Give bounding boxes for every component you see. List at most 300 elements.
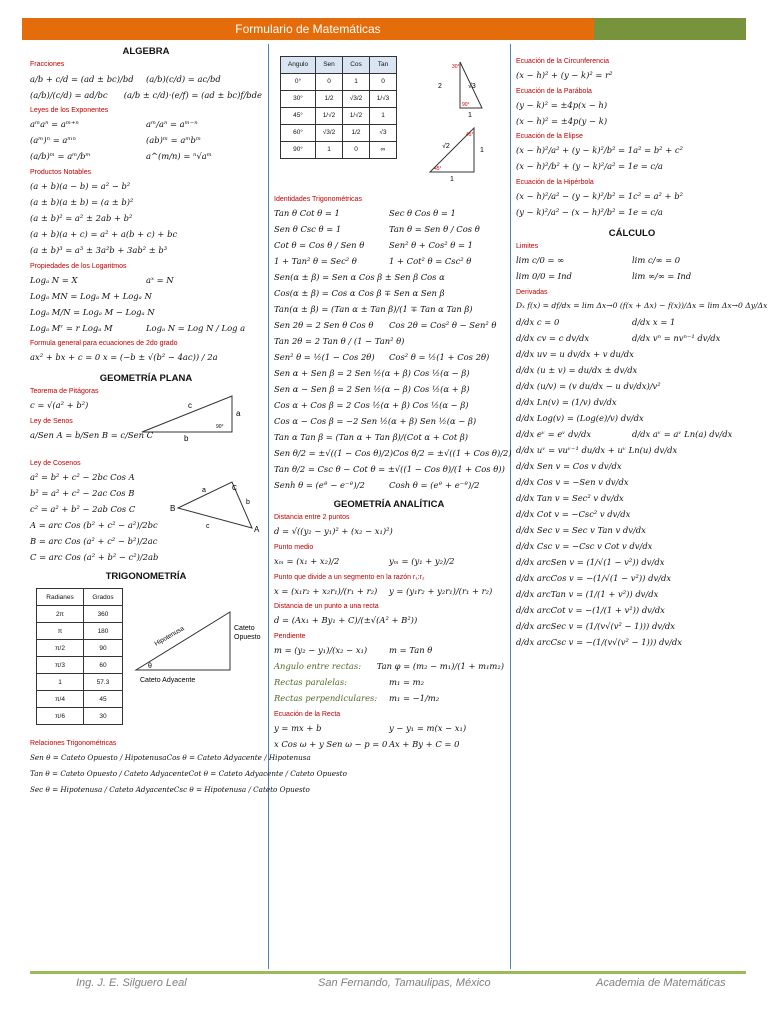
ratio-y: y = (y₁r₂ + y₂r₁)/(r₁ + r₂) bbox=[389, 585, 493, 596]
formula: Logₐ M/N = Logₐ M − Logₐ N bbox=[30, 306, 155, 317]
table-row bbox=[281, 125, 397, 142]
formula: y − y₁ = m(x − x₁) bbox=[389, 722, 467, 733]
table-cell: 45 bbox=[84, 691, 123, 708]
triangle-45-diagram bbox=[420, 120, 500, 184]
formula: Ax + By + C = 0 bbox=[389, 738, 460, 749]
formula-row bbox=[30, 149, 262, 165]
formula: a/b + c/d = (ad ± bc)/bd bbox=[30, 73, 134, 84]
section-title-geometria-analitica: GEOMETRÍA ANALÍTICA bbox=[333, 498, 445, 510]
formula: Cos(α ± β) = Cos α Cos β ∓ Sen α Sen β bbox=[274, 288, 445, 299]
formula-row bbox=[516, 331, 748, 347]
table-row bbox=[281, 91, 397, 108]
tri30-right: 90° bbox=[462, 102, 470, 108]
triangle-side-a: a bbox=[236, 409, 241, 419]
formula-row bbox=[516, 189, 748, 205]
formula: e = c/a bbox=[633, 161, 663, 172]
column-trig-analytic bbox=[274, 44, 512, 752]
table-cell: 360 bbox=[84, 606, 123, 623]
formula: d/dx Log(v) = (Log(e)/v) dv/dx bbox=[516, 412, 644, 423]
table-cell: 45° bbox=[281, 108, 316, 125]
table-cell: π/3 bbox=[37, 657, 84, 674]
formula: (a + b)(a − b) = a² − b² bbox=[30, 180, 131, 191]
subheading-relaciones: Relaciones Trigonométricas bbox=[30, 740, 117, 748]
perpendicular-formula: m₁ = −1/m₂ bbox=[389, 692, 440, 703]
page-title: Formulario de Matemáticas bbox=[22, 18, 594, 40]
ratio-x: x = (x₁r₂ + x₂r₁)/(r₁ + r₂) bbox=[274, 585, 378, 596]
formula: a² = b² + c² − 2bc Cos A bbox=[30, 472, 135, 483]
tri45-base: 1 bbox=[450, 176, 454, 183]
formula: (a/b ± c/d)·(e/f) = (ad ± bc)f/bde bbox=[123, 89, 262, 100]
table-cell: 60 bbox=[84, 657, 123, 674]
formula-row bbox=[30, 766, 347, 782]
title-bar-accent bbox=[594, 18, 746, 40]
section-title-trigonometria: TRIGONOMETRÍA bbox=[105, 571, 187, 582]
formula: Cos² θ = ½(1 + Cos 2θ) bbox=[389, 352, 490, 363]
formula: lim c/∞ = 0 bbox=[632, 255, 681, 266]
table-row bbox=[37, 623, 123, 640]
opposite-label-2: Opuesto bbox=[234, 634, 261, 642]
notable-product-formulas bbox=[30, 179, 262, 259]
table-cell: π/6 bbox=[37, 708, 84, 725]
identity-formulas-1 bbox=[274, 206, 504, 270]
ellipse-formulas bbox=[516, 143, 748, 175]
formula-row bbox=[516, 159, 748, 175]
formula-row bbox=[274, 720, 504, 736]
formula: d/dx arcCsc v = −(1/(v√(v² − 1))) dv/dx bbox=[516, 636, 683, 647]
line-equation-formulas bbox=[274, 720, 504, 752]
formula: 1 + Tan² θ = Sec² θ bbox=[274, 256, 357, 267]
right-triangle-diagram bbox=[134, 388, 244, 444]
formula-row bbox=[30, 272, 262, 288]
pythagoras-block bbox=[30, 388, 262, 456]
pythagoras-formula: c = √(a² + b²) bbox=[30, 400, 89, 411]
table-cell: √3 bbox=[370, 125, 397, 142]
table-cell: π bbox=[37, 623, 84, 640]
formula-row bbox=[274, 206, 504, 222]
subheading-razon: Punto que divide a un segmento en la razón r₁:r₂ bbox=[274, 573, 425, 581]
table-cell: √3/2 bbox=[343, 91, 370, 108]
fraction-formulas bbox=[30, 71, 262, 103]
radians-table bbox=[36, 588, 123, 725]
formula: Sen 2θ = 2 Sen θ Cos θ bbox=[274, 320, 374, 331]
table-cell: 60° bbox=[281, 125, 316, 142]
slope-formulas bbox=[274, 643, 504, 659]
table-cell: 1/√3 bbox=[370, 91, 397, 108]
limit-formulas bbox=[516, 253, 748, 285]
formula-row bbox=[274, 222, 504, 238]
formula-row bbox=[516, 205, 748, 221]
subheading-limites: Limites bbox=[516, 243, 539, 251]
exponent-formulas bbox=[30, 117, 262, 165]
formula: d/dx cv = c dv/dx bbox=[516, 332, 590, 343]
table-row bbox=[37, 657, 123, 674]
formula-row bbox=[30, 288, 262, 304]
formula: Cot θ = Cos θ / Sen θ bbox=[274, 240, 365, 251]
formula: Cosh θ = (eᶿ + e⁻ᶿ)/2 bbox=[389, 480, 480, 491]
parallel-formula: m₁ = m₂ bbox=[389, 676, 424, 687]
formula: Logₐ MN = Logₐ M + Logₐ N bbox=[30, 290, 152, 301]
formula: (x − h)²/b² + (y − k)²/a² = 1 bbox=[516, 161, 634, 172]
formula: d/dx x = 1 bbox=[632, 316, 676, 327]
formula-row bbox=[516, 143, 748, 159]
formula-row bbox=[30, 87, 262, 103]
tri30-hyp: 2 bbox=[438, 83, 442, 90]
subheading-derivadas: Derivadas bbox=[516, 288, 548, 296]
formula: d/dx c = 0 bbox=[516, 316, 560, 327]
formula: d/dx uv = u dv/dx + v du/dx bbox=[516, 348, 634, 359]
formula: lim 0/0 = Ind bbox=[516, 271, 572, 282]
formula: Tan α Tan β = (Tan α + Tan β)/(Cot α + Cot β) bbox=[274, 432, 468, 443]
formula: (x − h)² = ±4p(y − k) bbox=[516, 115, 608, 126]
quadratic-formula: ax² + bx + c = 0 x = (−b ± √(b² − 4ac)) / 2a bbox=[30, 352, 218, 363]
formula: aˣ = N bbox=[146, 274, 174, 285]
table-cell: 1/2 bbox=[343, 125, 370, 142]
formula-row bbox=[274, 334, 504, 350]
table-cell: π/4 bbox=[37, 691, 84, 708]
formula: (x − h)²/a² − (y − k)²/b² = 1 bbox=[516, 191, 634, 202]
angle-label: Angulo entre rectas: bbox=[274, 660, 362, 671]
subheading-circunferencia: Ecuación de la Circunferencia bbox=[516, 58, 609, 65]
formula: Sec θ Cos θ = 1 bbox=[389, 208, 456, 219]
formula: Tan θ/2 = Csc θ − Cot θ = ±√((1 − Cos θ)/(1 + Cos θ)) bbox=[274, 464, 505, 475]
formula: Cos α + Cos β = 2 Cos ½(α + β) Cos ½(α − β) bbox=[274, 400, 469, 411]
table-cell: π/2 bbox=[37, 640, 84, 657]
formula: Tan θ = Sen θ / Cos θ bbox=[389, 224, 480, 235]
formula: (y − k)²/a² − (x − h)²/b² = 1 bbox=[516, 207, 634, 218]
formula: d/dx Cos v = −Sen v dv/dx bbox=[516, 476, 629, 487]
formula: d/dx Cot v = −Csc² v dv/dx bbox=[516, 508, 631, 519]
formula-row bbox=[30, 133, 262, 149]
formula: Sen θ/2 = ±√((1 − Cos θ)/2) bbox=[274, 448, 393, 459]
formula: c² = a² + b² bbox=[633, 191, 683, 202]
tri30-vertical: √3 bbox=[468, 83, 476, 90]
derivative-exp-a: d/dx aᵛ = aᵛ Ln(a) dv/dx bbox=[632, 428, 733, 439]
hyperbola-formulas bbox=[516, 189, 748, 221]
table-cell: 0 bbox=[316, 74, 343, 91]
formula: lim ∞/∞ = Ind bbox=[632, 271, 692, 282]
footer-location: San Fernando, Tamaulipas, México bbox=[318, 977, 491, 989]
footer-author: Ing. J. E. Silguero Leal bbox=[76, 977, 187, 989]
tri45-hyp: √2 bbox=[442, 143, 450, 150]
triangle-side-b: b bbox=[184, 434, 189, 444]
hypotenuse-label: Hipotenusa bbox=[153, 625, 186, 649]
derivative-definition: Dₓ f(x) = df/dx = lim Δx→0 (f(x + Δx) − f(x))/Δx = lim Δx→0 Δy/Δx bbox=[516, 301, 768, 311]
subheading-hiperbola: Ecuación de la Hipérbola bbox=[516, 179, 594, 187]
formula bbox=[152, 288, 262, 304]
section-title-geometria-plana: GEOMETRÍA PLANA bbox=[99, 372, 193, 384]
formula: y = mx + b bbox=[274, 722, 322, 733]
formula: Sen θ Csc θ = 1 bbox=[274, 224, 342, 235]
formula bbox=[404, 334, 504, 350]
table-cell: √3/2 bbox=[316, 125, 343, 142]
perpendicular-label: Rectas perpendiculares: bbox=[274, 692, 378, 703]
triangle-right-angle: 90° bbox=[216, 424, 224, 431]
formula: d/dx Sec v = Sec v Tan v dv/dx bbox=[516, 524, 646, 535]
identity-formulas-5 bbox=[274, 446, 512, 494]
formula: d/dx arcTan v = (1/(1 + v²)) dv/dx bbox=[516, 588, 659, 599]
cos-header: Cos bbox=[343, 57, 370, 74]
formula: (x − h)²/a² + (y − k)²/b² = 1 bbox=[516, 145, 634, 156]
subheading-productos-notables: Productos Notables bbox=[30, 168, 92, 176]
subheading-ley-senos: Ley de Senos bbox=[30, 418, 73, 425]
formula-row bbox=[274, 350, 504, 366]
formula-row bbox=[274, 238, 504, 254]
table-row bbox=[281, 74, 397, 91]
section-title-algebra: ALGEBRA bbox=[122, 46, 170, 57]
formula: (y − k)² = ±4p(x − h) bbox=[516, 99, 608, 110]
formula: d/dx arcSen v = (1/√(1 − v²)) dv/dx bbox=[516, 556, 665, 567]
formula: aᵐ/aⁿ = aᵐ⁻ⁿ bbox=[146, 119, 198, 130]
tan-header: Tan bbox=[370, 57, 397, 74]
derivative-formulas-1 bbox=[516, 315, 748, 347]
law-of-cosines-block bbox=[30, 470, 262, 566]
formula: lim c/0 = ∞ bbox=[516, 255, 565, 266]
table-row bbox=[281, 142, 397, 159]
formula: d/dx Csc v = −Csc v Cot v dv/dx bbox=[516, 540, 653, 551]
formula: Cot θ = Cateto Adyacente / Cateto Opuesto bbox=[188, 769, 347, 779]
law-of-sines-formula: a/Sen A = b/Sen B = c/Sen C bbox=[30, 430, 154, 441]
table-cell: 0 bbox=[343, 142, 370, 159]
tri30-base: 1 bbox=[468, 112, 472, 119]
table-cell: 57.3 bbox=[84, 674, 123, 691]
tri45-angle-top: 45° bbox=[466, 132, 474, 138]
vertex-b: B bbox=[170, 504, 176, 513]
side-b-label: b bbox=[246, 499, 250, 506]
section-title-calculo: CÁLCULO bbox=[608, 227, 656, 239]
subheading-elipse: Ecuación de la Elipse bbox=[516, 133, 583, 141]
subheading-distancia: Distancia entre 2 puntos bbox=[274, 514, 350, 522]
formula-row bbox=[274, 478, 504, 494]
formula-row bbox=[30, 117, 262, 133]
adjacent-label: Cateto Adyacente bbox=[140, 677, 196, 685]
oblique-triangle-diagram bbox=[170, 478, 260, 538]
formula: Cos α − Cos β = −2 Sen ½(α + β) Sen ½(α − β) bbox=[274, 416, 477, 427]
formula-row bbox=[274, 318, 504, 334]
table-cell: 1 bbox=[316, 142, 343, 159]
formula: (a ± b)(a ± b) = (a ± b)² bbox=[30, 196, 134, 207]
formula-row bbox=[516, 253, 748, 269]
table-cell: ∞ bbox=[370, 142, 397, 159]
formula: d/dx arcCot v = −(1/(1 + v²)) dv/dx bbox=[516, 604, 665, 615]
tri30-angle: 30° bbox=[452, 64, 460, 70]
identity-formulas-4 bbox=[274, 366, 504, 446]
trig-values-body bbox=[281, 74, 397, 159]
angle-header: Angulo bbox=[281, 57, 316, 74]
formula: a^(m/n) = ⁿ√aᵐ bbox=[146, 151, 212, 162]
side-a-label: a bbox=[202, 487, 206, 494]
subheading-formula-general: Formula general para ecuaciones de 2do grado bbox=[30, 340, 178, 348]
table-cell: 0° bbox=[281, 74, 316, 91]
formula: Csc θ = Hipotenusa / Cateto Opuesto bbox=[173, 785, 310, 795]
formula: Sec θ = Hipotenusa / Cateto Adyacente bbox=[30, 785, 174, 795]
formula: (a/b)/(c/d) = ad/bc bbox=[30, 89, 108, 100]
parabola-formulas bbox=[516, 97, 748, 129]
formula: c² = a² + b² − 2ab Cos C bbox=[30, 504, 136, 515]
formula: Tan 2θ = 2 Tan θ / (1 − Tan² θ) bbox=[274, 336, 405, 347]
formula: A = arc Cos (b² + c² − a²)/2bc bbox=[30, 520, 158, 531]
formula: d/dx Tan v = Sec² v dv/dx bbox=[516, 492, 624, 503]
table-cell: 180 bbox=[84, 623, 123, 640]
formula: Sen α − Sen β = 2 Sen ½(α − β) Cos ½(α + β) bbox=[274, 384, 470, 395]
formula: Logₐ N = Log N / Log a bbox=[146, 322, 246, 333]
formula: Sen α + Sen β = 2 Sen ½(α + β) Cos ½(α − β) bbox=[274, 368, 470, 379]
formula: (a/b)(c/d) = ac/bd bbox=[146, 73, 221, 84]
derivative-exp-e: d/dx eᵛ = eᵛ dv/dx bbox=[516, 428, 592, 439]
formula: (a + b)(a + c) = a² + a(b + c) + bc bbox=[30, 228, 178, 239]
midpoint-formulas bbox=[274, 554, 504, 570]
table-cell: 30° bbox=[281, 91, 316, 108]
formula: Cos θ/2 = ±√((1 + Cos θ)/2) bbox=[392, 448, 512, 459]
derivative-formulas-3 bbox=[516, 443, 748, 651]
perpendicular-lines bbox=[274, 691, 504, 707]
formula: (aᵐ)ⁿ = aᵐⁿ bbox=[30, 135, 76, 146]
parallel-lines bbox=[274, 675, 504, 691]
formula: Tan θ = Cateto Opuesto / Cateto Adyacente bbox=[30, 769, 189, 779]
table-cell: 1 bbox=[37, 674, 84, 691]
point-line-distance-formula: d = (Ax₁ + By₁ + C)/(±√(A² + B²)) bbox=[274, 615, 418, 626]
formula: Tan θ Cot θ = 1 bbox=[274, 208, 340, 219]
formula-row bbox=[274, 446, 512, 462]
derivative-formulas-2 bbox=[516, 347, 748, 427]
parallel-label: Rectas paralelas: bbox=[274, 676, 348, 687]
subheading-pitagoras: Teorema de Pitágoras bbox=[30, 388, 99, 396]
formula: Cos θ = Cateto Adyacente / Hipotenusa bbox=[166, 753, 311, 763]
formula: B = arc Cos (a² + c² − b²)/2ac bbox=[30, 536, 158, 547]
formula: Sen(α ± β) = Sen α Cos β ± Sen β Cos α bbox=[274, 272, 445, 283]
distance-formula: d = √((y₂ − y₁)² + (x₂ − x₁)²) bbox=[274, 526, 393, 537]
formula: e = c/a bbox=[633, 207, 663, 218]
formula: b² = a² + c² − 2ac Cos B bbox=[30, 488, 135, 499]
formula-row bbox=[274, 462, 504, 478]
formula: (a ± b)³ = a³ ± 3a²b + 3ab² ± b³ bbox=[30, 244, 168, 255]
formula: Logₐ N = X bbox=[30, 274, 78, 285]
formula: 1 + Cot² θ = Csc² θ bbox=[389, 256, 472, 267]
subheading-punto-medio: Punto medio bbox=[274, 543, 314, 551]
formula: aᵐaⁿ = aᵐ⁺ⁿ bbox=[30, 119, 79, 130]
formula: (a ± b)² = a² ± 2ab + b² bbox=[30, 212, 133, 223]
subheading-distancia-recta: Distancia de un punto a una recta bbox=[274, 603, 379, 611]
formula: Cos 2θ = Cos² θ − Sen² θ bbox=[389, 320, 497, 331]
table-row bbox=[281, 108, 397, 125]
circle-formula: (x − h)² + (y − k)² = r² bbox=[516, 70, 613, 81]
table-cell: 90 bbox=[84, 640, 123, 657]
slope-1: m = (y₂ − y₁)/(x₂ − x₁) bbox=[274, 644, 368, 655]
identity-formulas-2 bbox=[274, 270, 504, 318]
formula-row bbox=[30, 71, 262, 87]
subheading-parabola: Ecuación de la Parábola bbox=[516, 87, 592, 95]
triangle-30-60-diagram bbox=[416, 56, 496, 120]
formula: Sen² θ + Cos² θ = 1 bbox=[389, 240, 473, 251]
trig-values-table bbox=[280, 56, 397, 159]
formula-row bbox=[30, 782, 310, 798]
column-conics-calculus bbox=[516, 44, 768, 651]
slope-2: m = Tan θ bbox=[389, 644, 433, 655]
formula: d/dx (u ± v) = du/dx ± dv/dx bbox=[516, 364, 638, 375]
degrees-header: Grados bbox=[84, 589, 123, 606]
formula: (ab)ᵐ = aᵐbᵐ bbox=[146, 135, 201, 146]
tri45-vertical: 1 bbox=[480, 147, 484, 154]
formula-row bbox=[274, 254, 504, 270]
formula-row bbox=[274, 736, 504, 752]
angle-between-lines bbox=[274, 659, 504, 675]
formula: d/dx arcCos v = −(1/√(1 − v²)) dv/dx bbox=[516, 572, 672, 583]
formula: d/dx vⁿ = nvⁿ⁻¹ dv/dx bbox=[632, 332, 721, 343]
formula: x Cos ω + y Sen ω − p = 0 bbox=[274, 738, 388, 749]
table-cell: 90° bbox=[281, 142, 316, 159]
formula: C = arc Cos (a² + b² − c²)/2ab bbox=[30, 552, 159, 563]
ratio-formulas bbox=[274, 583, 504, 599]
formula-row bbox=[516, 315, 748, 331]
formula: d/dx arcSec v = (1/(v√(v² − 1))) dv/dx bbox=[516, 620, 675, 631]
subheading-exponentes: Leyes de los Exponentes bbox=[30, 107, 109, 115]
formula: a² = b² + c² bbox=[633, 145, 683, 156]
subheading-identidades: Identidades Trigonométricas bbox=[274, 196, 362, 203]
radians-header: Radianes bbox=[37, 589, 84, 606]
radians-table-body bbox=[37, 606, 123, 725]
formula: Tan(α ± β) = (Tan α ± Tan β)/(1 ∓ Tan α Tan β) bbox=[274, 304, 473, 315]
subheading-fracciones: Fracciones bbox=[30, 61, 65, 69]
theta-label: θ bbox=[148, 663, 152, 671]
formula: Senh θ = (eᶿ − e⁻ᶿ)/2 bbox=[274, 480, 365, 491]
logarithm-formulas bbox=[30, 272, 262, 336]
trig-ratio-formulas bbox=[30, 750, 347, 798]
tri45-angle-left: 45° bbox=[434, 166, 442, 172]
column-divider-2 bbox=[510, 44, 511, 969]
subheading-pendiente: Pendiente bbox=[274, 632, 306, 640]
opposite-label-1: Cateto bbox=[234, 625, 255, 633]
formula: (a/b)ᵐ = aᵐ/bᵐ bbox=[30, 151, 91, 162]
table-row bbox=[37, 606, 123, 623]
formula: d/dx Ln(v) = (1/v) dv/dx bbox=[516, 396, 617, 407]
table-cell: 30 bbox=[84, 708, 123, 725]
formula: d/dx (u/v) = (v du/dx − u dv/dx)/v² bbox=[516, 380, 661, 391]
subheading-logaritmos: Propiedades de los Logaritmos bbox=[30, 262, 127, 270]
vertex-c: C bbox=[232, 485, 238, 492]
radians-block bbox=[30, 586, 262, 736]
subheading-ecuacion-recta: Ecuación de la Recta bbox=[274, 710, 341, 718]
identity-formulas-3 bbox=[274, 318, 504, 366]
table-cell: 1/2 bbox=[316, 91, 343, 108]
triangle-side-c: c bbox=[188, 401, 192, 411]
formula-row bbox=[30, 320, 262, 336]
table-cell: 0 bbox=[370, 74, 397, 91]
table-row bbox=[37, 674, 123, 691]
column-divider-1 bbox=[268, 44, 269, 969]
table-row bbox=[37, 640, 123, 657]
formula bbox=[155, 304, 262, 320]
hypotenuse-diagram bbox=[126, 606, 261, 686]
formula: d/dx Sen v = Cos v dv/dx bbox=[516, 460, 622, 471]
formula-row bbox=[30, 750, 311, 766]
table-cell: 1/√2 bbox=[343, 108, 370, 125]
table-cell: 1/√2 bbox=[316, 108, 343, 125]
sen-header: Sen bbox=[316, 57, 343, 74]
angle-formula: Tan φ = (m₂ − m₁)/(1 + m₁m₂) bbox=[376, 660, 504, 671]
table-cell: 2π bbox=[37, 606, 84, 623]
table-row bbox=[37, 708, 123, 725]
midpoint-y: yₘ = (y₁ + y₂)/2 bbox=[389, 555, 455, 566]
footer-academy: Academia de Matemáticas bbox=[596, 977, 726, 989]
formula: Logₐ Mʳ = r Logₐ M bbox=[30, 322, 113, 333]
midpoint-x: xₘ = (x₁ + x₂)/2 bbox=[274, 555, 340, 566]
table-cell: 1 bbox=[370, 108, 397, 125]
table-row bbox=[37, 691, 123, 708]
vertex-a: A bbox=[254, 525, 260, 534]
title-bar bbox=[22, 18, 746, 40]
angle-table-block bbox=[274, 56, 504, 192]
table-cell: 1 bbox=[343, 74, 370, 91]
subheading-ley-cosenos: Ley de Cosenos bbox=[30, 460, 81, 468]
